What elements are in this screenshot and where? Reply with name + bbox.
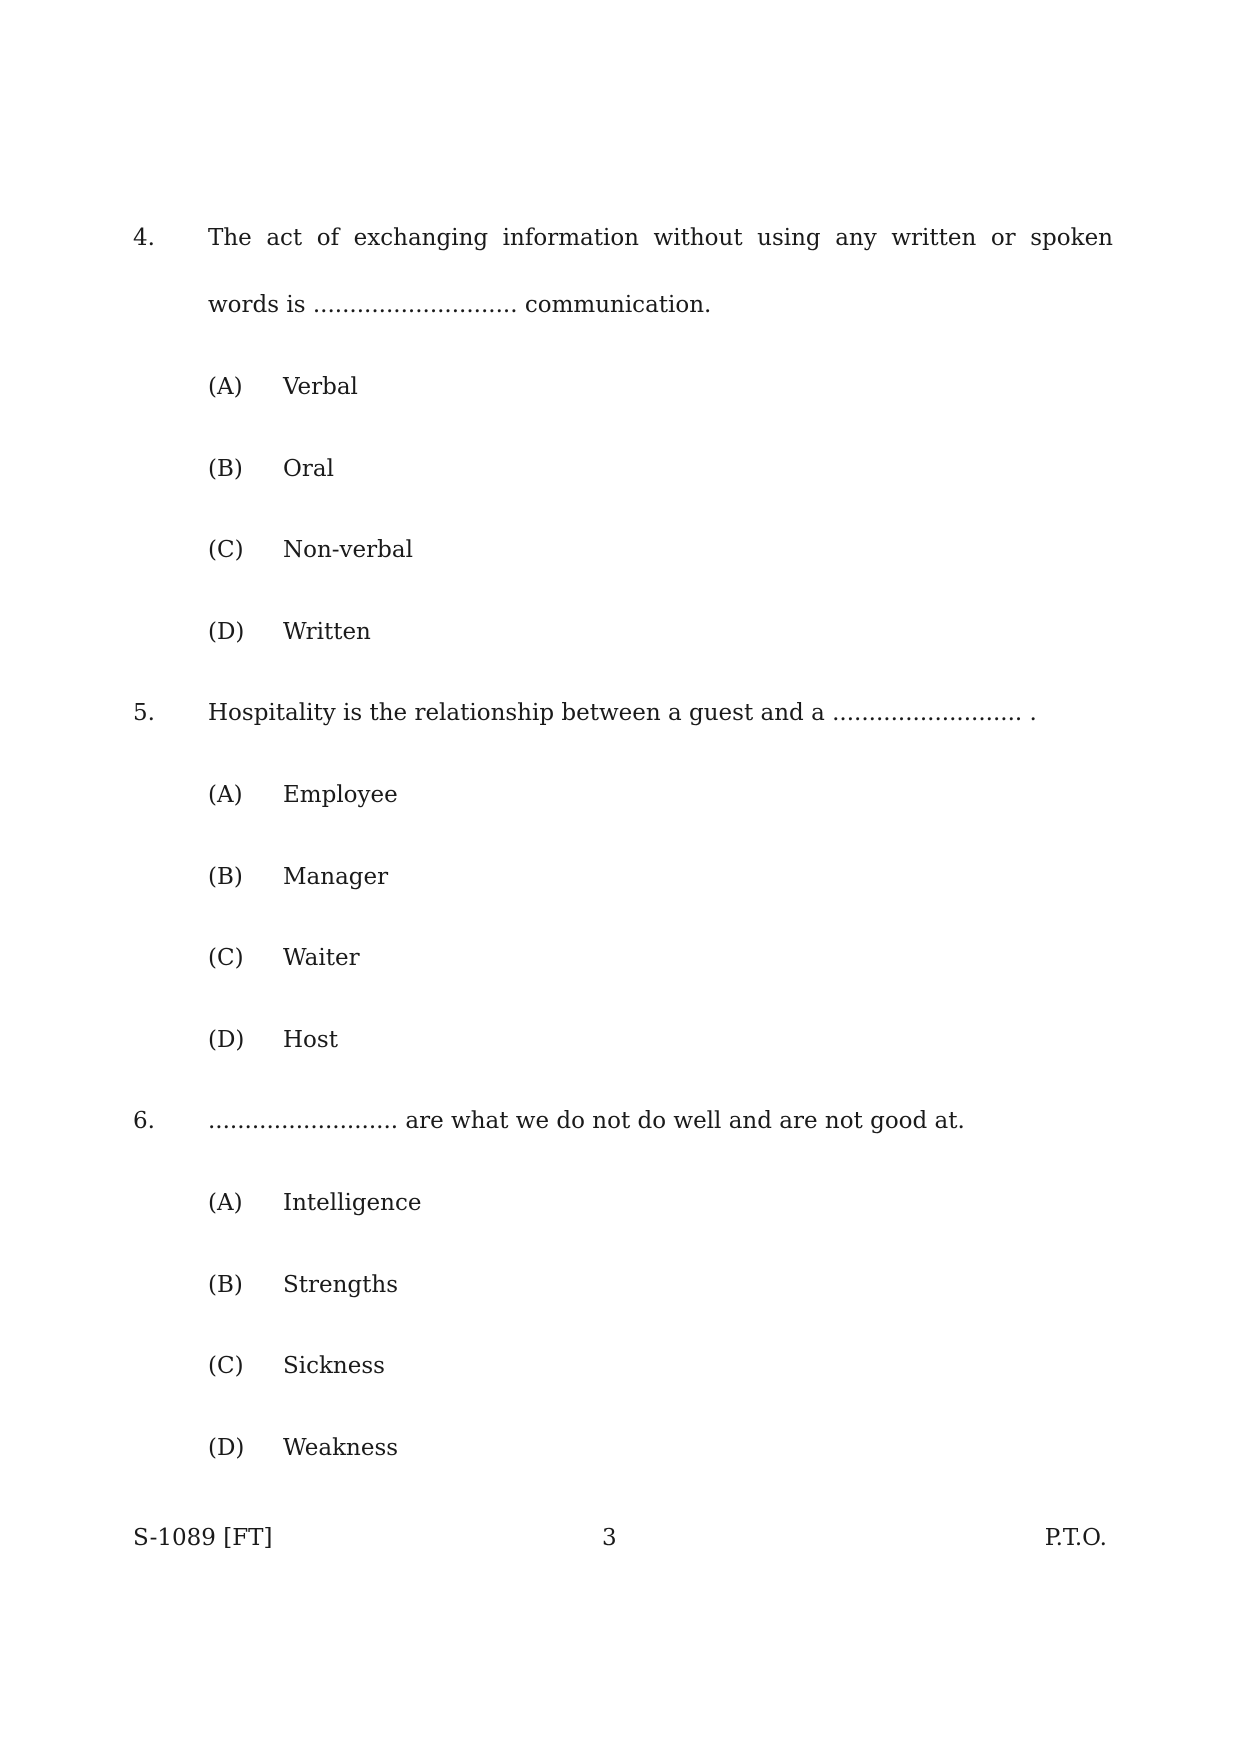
option-letter: (B) — [208, 864, 243, 890]
question-number: 4. — [133, 225, 155, 251]
answer-option — [208, 862, 388, 892]
option-letter: (B) — [208, 1272, 243, 1298]
option-text: Sickness — [283, 1353, 385, 1379]
option-letter: (A) — [208, 1190, 243, 1216]
option-text: Oral — [283, 456, 334, 482]
option-letter: (D) — [208, 619, 245, 645]
please-turn-over: P.T.O. — [1044, 1525, 1107, 1551]
option-text: Intelligence — [283, 1190, 422, 1216]
answer-option — [208, 617, 371, 647]
answer-option — [208, 535, 413, 565]
question-text-line: .......................... are what we do not do well and are not good at. — [208, 1108, 965, 1134]
option-text: Written — [283, 619, 371, 645]
answer-option — [208, 1351, 385, 1381]
option-text: Employee — [283, 782, 398, 808]
option-text: Waiter — [283, 945, 360, 971]
option-letter: (A) — [208, 782, 243, 808]
option-letter: (C) — [208, 1353, 244, 1379]
option-text: Weakness — [283, 1435, 399, 1461]
paper-code: S-1089 [FT] — [133, 1525, 273, 1551]
option-text: Host — [283, 1027, 338, 1053]
page-number: 3 — [602, 1525, 617, 1551]
answer-option — [208, 1433, 398, 1463]
question-number: 5. — [133, 700, 155, 726]
question-number: 6. — [133, 1108, 155, 1134]
option-text: Verbal — [283, 374, 358, 400]
answer-option — [208, 780, 398, 810]
question-text-line: Hospitality is the relationship between a guest and a .......................... . — [208, 700, 1037, 726]
option-letter: (C) — [208, 537, 244, 563]
question-text-line: words is ............................ communication. — [208, 292, 712, 318]
question-text-line: The act of exchanging information without using any written or spoken — [208, 225, 1113, 251]
answer-option — [208, 1025, 338, 1055]
option-text: Manager — [283, 864, 389, 890]
answer-option — [208, 454, 334, 484]
answer-option — [208, 372, 358, 402]
option-text: Strengths — [283, 1272, 398, 1298]
option-letter: (D) — [208, 1435, 245, 1461]
option-letter: (C) — [208, 945, 244, 971]
answer-option — [208, 1188, 421, 1218]
option-text: Non-verbal — [283, 537, 413, 563]
option-letter: (A) — [208, 374, 243, 400]
option-letter: (B) — [208, 456, 243, 482]
answer-option — [208, 1270, 398, 1300]
option-letter: (D) — [208, 1027, 245, 1053]
answer-option — [208, 943, 360, 973]
